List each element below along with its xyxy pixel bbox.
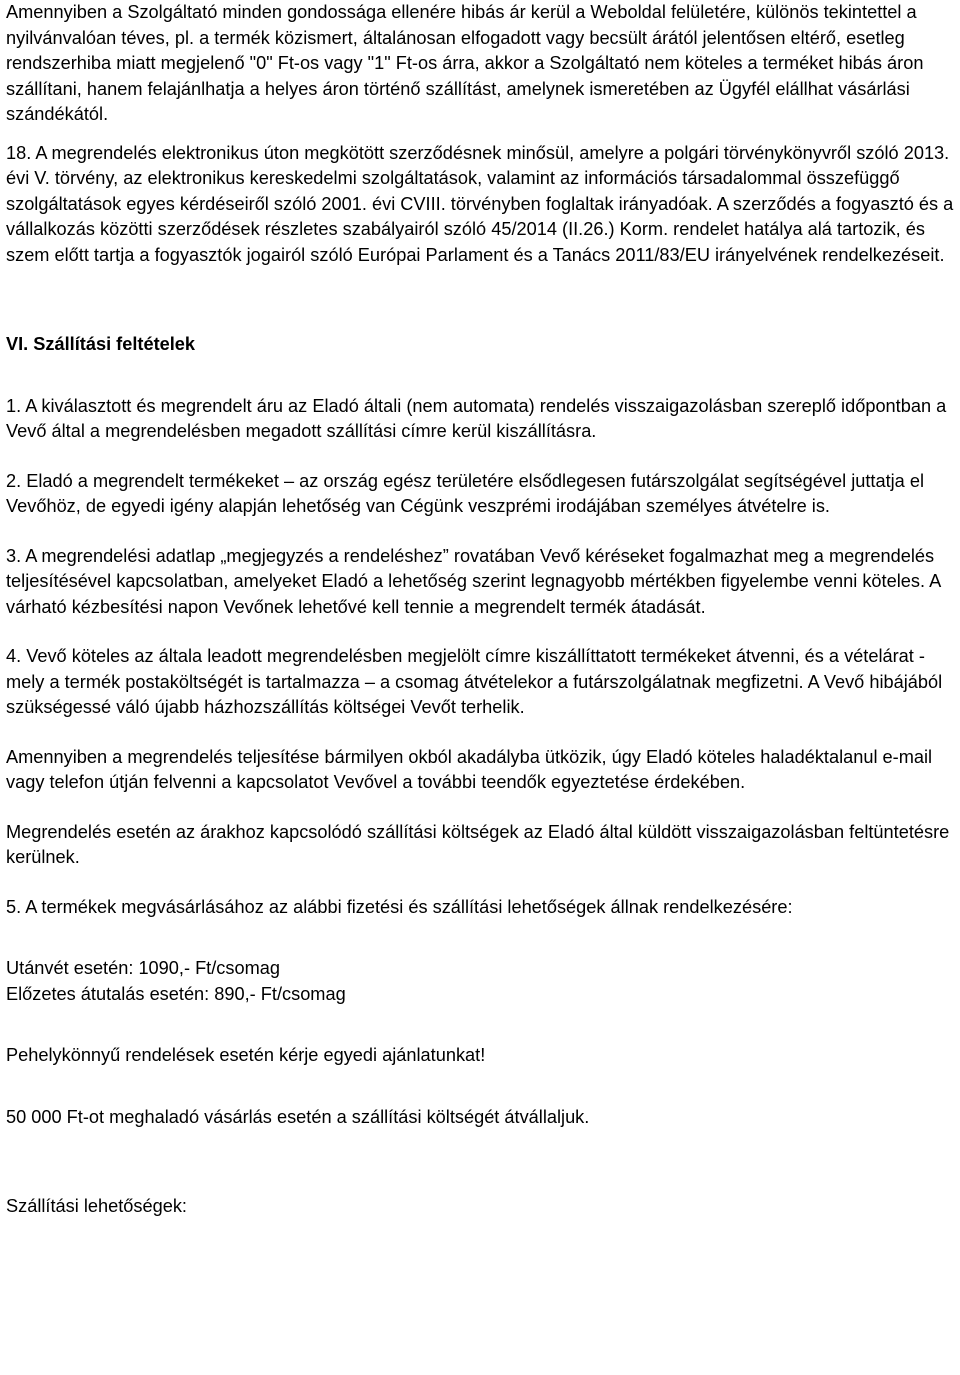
shipping-options-label: Szállítási lehetőségek: xyxy=(6,1196,187,1216)
paragraph-shipping-4: 4. Vevő köteles az általa leadott megrendelésben megjelölt címre kiszállíttatott termékeket átvenni, és a vételárat - mely a termék postaköltségét is tartalmazza – a csomag átvételekor a futárszolgálatnak megfizetni. A Vevő hibájából szükségessé váló újabb házhozszállítás költségei Vevőt terhelik. xyxy=(6,646,943,717)
paragraph-shipping-3: 3. A megrendelési adatlap „megjegyzés a rendeléshez” rovatában Vevő kéréseket fogalmazhat meg a megrendelés teljesítésével kapcsolatban, amelyeket Eladó a lehetőség szerint legnagyobb mértékben figyelembe venni köteles. A várható kézbesítési napon Vevőnek lehetővé kell tennie a megrendelt termék átadását. xyxy=(6,545,941,617)
paragraph-18-contract: 18. A megrendelés elektronikus úton megkötött szerződésnek minősül, amelyre a polgári törvénykönyvről szóló 2013. évi V. törvény, az elektronikus kereskedelmi szolgáltatások, valamint az információs társadalommal összefüggő szolgáltatások egyes kérdéseiről szóló 2001. évi CVIII. törvényben foglaltak irányadóak. A szerződés a fogyasztó és a vállalkozás közötti szerződések részletes szabályairól szóló 45/2014 (II.26.) Korm. rendelet hatálya alá tartozik, és szem előtt tartja a fogyasztók jogairól szóló Európai Parlament és a Tanács 2011/83/EU irányelvének rendelkezéseit. xyxy=(6,142,954,265)
paragraph-shipping-2: 2. Eladó a megrendelt termékeket – az ország egész területére elsődlegesen futárszolgálat segítségével juttatja el Vevőhöz, de egyedi igény alapján lehetőség van Cégünk veszprémi irodájában személyes átvételre is. xyxy=(6,470,924,516)
paragraph-custom-offer: Pehelykönnyű rendelések esetén kérje egyedi ajánlatunkat! xyxy=(6,1045,486,1065)
paragraph-shipping-cost-note: Megrendelés esetén az árakhoz kapcsolódó szállítási költségek az Eladó által küldött visszaigazolásban feltüntetésre kerülnek. xyxy=(6,821,950,867)
paragraph-obstacle: Amennyiben a megrendelés teljesítése bármilyen okból akadályba ütközik, úgy Eladó köteles haladéktalanul e-mail vagy telefon útján felvenni a kapcsolatot Vevővel a további teendők egyeztetése érdekében. xyxy=(6,746,933,792)
document-page xyxy=(6,0,956,1220)
paragraph-shipping-5: 5. A termékek megvásárlásához az alábbi fizetési és szállítási lehetőségek állnak rendelkezésére: xyxy=(6,896,793,917)
price-prepayment: Előzetes átutalás esetén: 890,- Ft/csomag xyxy=(6,983,346,1004)
section-heading-shipping: VI. Szállítási feltételek xyxy=(6,334,196,354)
paragraph-free-shipping: 50 000 Ft-ot meghaladó vásárlás esetén a szállítási költségét átvállaljuk. xyxy=(6,1106,590,1127)
paragraph-wrong-price: Amennyiben a Szolgáltató minden gondossága ellenére hibás ár kerül a Weboldal felületére, különös tekintettel a nyilvánvalóan téves, pl. a termék közismert, általánosan elfogadott vagy becsült árától jelentősen eltérő, esetleg rendszerhiba miatt megjelenő "0" Ft-os vagy "1" Ft-os árra, akkor a Szolgáltató nem köteles a terméket hibás áron szállítani, hanem felajánlhatja a helyes áron történő szállítást, amelynek ismeretében az Ügyfél elállhat vásárlási szándékától. xyxy=(6,2,924,124)
paragraph-shipping-1: 1. A kiválasztott és megrendelt áru az Eladó általi (nem automata) rendelés visszaigazolásban szereplő időpontban a Vevő által a megrendelésben megadott szállítási címre kerül kiszállításra. xyxy=(6,395,947,441)
price-cash-on-delivery: Utánvét esetén: 1090,- Ft/csomag xyxy=(6,958,280,978)
